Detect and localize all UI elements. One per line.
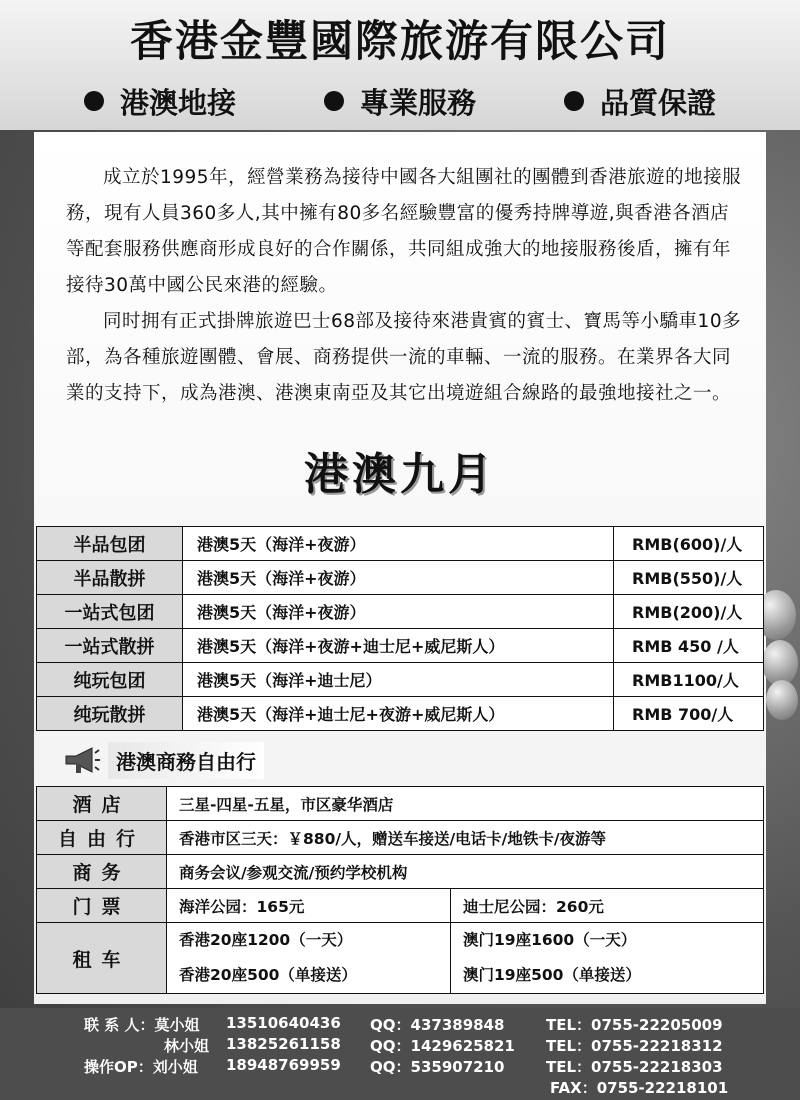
contact-phone: 13825261158	[226, 1035, 341, 1053]
tour-price: RMB1100/人	[614, 663, 764, 697]
row-label: 酒店	[37, 787, 167, 821]
row-value: 香港市区三天：￥880/人，赠送车接送/电话卡/地铁卡/夜游等	[167, 821, 764, 855]
contact-qq: QQ：1429625821	[370, 1037, 515, 1055]
tour-route: 港澳5天（海洋+迪士尼）	[183, 663, 614, 697]
contact-row	[0, 1056, 800, 1077]
tour-price: RMB(200)/人	[614, 595, 764, 629]
row-value: 迪士尼公园：260元	[451, 889, 764, 923]
bullet-icon	[564, 91, 584, 111]
contact-qq: QQ：437389848	[370, 1016, 505, 1034]
tour-price: RMB(600)/人	[614, 527, 764, 561]
rental-right	[451, 923, 764, 994]
bullet-icon	[84, 91, 104, 111]
rental-item: 香港20座500（单接送）	[179, 966, 357, 984]
tour-route: 港澳5天（海洋+迪士尼+夜游+威尼斯人）	[183, 697, 614, 731]
table-row	[37, 561, 764, 595]
row-label: 自由行	[37, 821, 167, 855]
contact-tel: TEL：0755-22218303	[546, 1058, 723, 1076]
table-row	[37, 821, 764, 855]
table-row	[37, 663, 764, 697]
rental-item: 澳门19座1600（一天）	[463, 931, 637, 949]
slogan-1: 港澳地接	[84, 81, 236, 122]
tour-price: RMB 700/人	[614, 697, 764, 731]
contact-phone: 18948769959	[226, 1056, 341, 1074]
bullet-icon	[324, 91, 344, 111]
table-row	[37, 527, 764, 561]
tour-type: 一站式散拼	[37, 629, 183, 663]
company-intro	[66, 160, 742, 412]
row-label: 商务	[37, 855, 167, 889]
tour-type: 纯玩散拼	[37, 697, 183, 731]
table-row	[37, 629, 764, 663]
tour-type: 半品包团	[37, 527, 183, 561]
contact-label: 林小姐	[164, 1037, 210, 1055]
tour-type: 纯玩包团	[37, 663, 183, 697]
row-label: 门票	[37, 889, 167, 923]
tour-route: 港澳5天（海洋+夜游+迪士尼+威尼斯人）	[183, 629, 614, 663]
company-name: 香港金豐國際旅游有限公司	[130, 17, 670, 67]
slogan-3: 品質保證	[564, 81, 716, 122]
row-value: 海洋公园：165元	[167, 889, 451, 923]
table-row	[37, 697, 764, 731]
contact-row	[0, 1077, 800, 1098]
contact-phone: 13510640436	[226, 1014, 341, 1032]
intro-paragraph-2: 同时拥有正式掛牌旅遊巴士68部及接待來港貴賓的賓士、寶馬等小驕車10多部，為各種旅遊團體、會展、商務提供一流的車輛、一流的服務。在業界各大同業的支持下，成為港澳、港澳東南亞及其它出境遊組合線路的最強地接社之一。	[66, 311, 742, 404]
business-section-header	[62, 738, 264, 782]
contact-row	[0, 1014, 800, 1035]
table-row	[37, 889, 764, 923]
contact-label: 操作OP：刘小姐	[84, 1058, 198, 1076]
contact-footer	[0, 1008, 800, 1100]
contact-tel: TEL：0755-22205009	[546, 1016, 723, 1034]
rental-left	[167, 923, 451, 994]
tour-type: 一站式包团	[37, 595, 183, 629]
promo-headline: 港澳九月	[304, 449, 496, 500]
tour-route: 港澳5天（海洋+夜游）	[183, 561, 614, 595]
table-row	[37, 855, 764, 889]
tour-type: 半品散拼	[37, 561, 183, 595]
tour-route: 港澳5天（海洋+夜游）	[183, 595, 614, 629]
section-title: 港澳商務自由行	[108, 742, 264, 779]
intro-paragraph-1: 成立於1995年，經營業務為接待中國各大組團社的團體到香港旅遊的地接服務，現有人員360多人,其中擁有80多名經驗豐富的優秀持牌導遊,與香港各酒店等配套服務供應商形成良好的合作關係，共同組成強大的地接服務後盾，擁有年接待30萬中國公民來港的經驗。	[66, 167, 742, 296]
table-row	[37, 923, 764, 994]
rental-item: 香港20座1200（一天）	[179, 931, 353, 949]
tour-route: 港澳5天（海洋+夜游）	[183, 527, 614, 561]
contact-qq: QQ：535907210	[370, 1058, 505, 1076]
table-row	[37, 787, 764, 821]
slogan-bar	[0, 76, 800, 126]
tour-price: RMB(550)/人	[614, 561, 764, 595]
contact-label: 联 系 人：莫小姐	[84, 1016, 200, 1034]
megaphone-icon	[62, 745, 100, 775]
row-value: 商务会议/参观交流/预约学校机构	[167, 855, 764, 889]
row-label: 租车	[37, 923, 167, 994]
business-table	[36, 786, 764, 994]
balloon-icon	[766, 680, 798, 720]
contact-tel: TEL：0755-22218312	[546, 1037, 723, 1055]
rental-item: 澳门19座500（单接送）	[463, 966, 641, 984]
tour-price-table	[36, 526, 764, 731]
contact-fax: FAX：0755-22218101	[550, 1079, 729, 1097]
table-row	[37, 595, 764, 629]
tour-price: RMB 450 /人	[614, 629, 764, 663]
row-value: 三星-四星-五星，市区豪华酒店	[167, 787, 764, 821]
contact-row	[0, 1035, 800, 1056]
slogan-2: 專業服務	[324, 81, 476, 122]
